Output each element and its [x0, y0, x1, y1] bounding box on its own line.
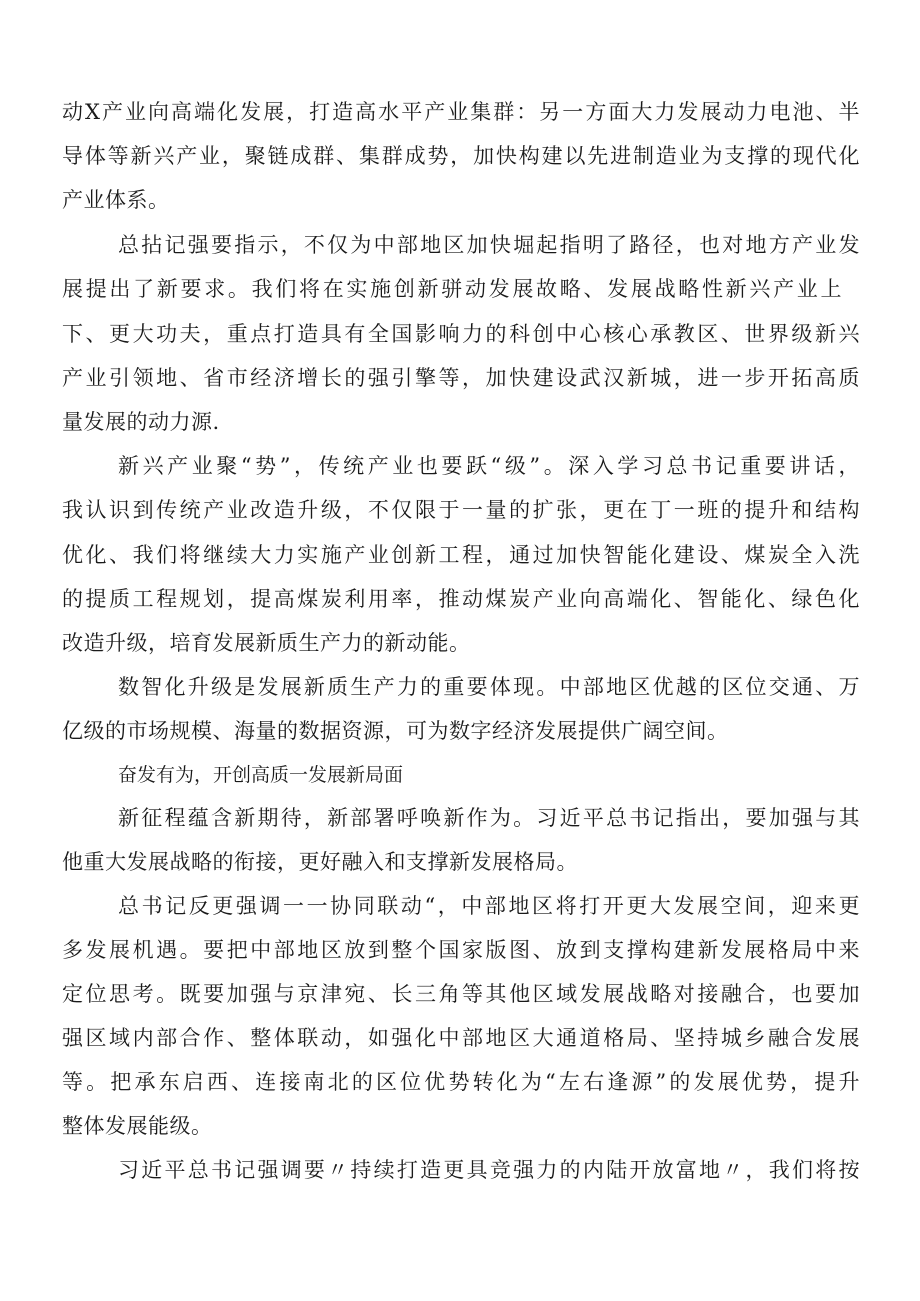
- text-line: 量发展的动力源.: [62, 410, 220, 434]
- paragraph-first-line: 总书记反更强调一一协同联动“，中部地区将打开更大发展空间，迎来更: [118, 894, 860, 918]
- paragraph-first-line: 新兴产业聚“势”，传统产业也要跃“级”。深入学习总书记重要讲话，: [118, 454, 860, 478]
- paragraph-first-line: 总拈记强要指示，不仅为中部地区加快堀起指明了路径，也对地方产业发: [118, 233, 860, 257]
- text-line: 亿级的市场规模、海量的数据资源，可为数字经济发展提供广阔空间。: [62, 719, 729, 743]
- text-line: 优化、我们将继续大力实施产业创新工程，通过加快智能化建设、煤炭全入洗: [62, 543, 860, 567]
- text-line: 展提出了新要求。我们将在实施创新骈动发展故略、发展战略性新兴产业上: [62, 277, 842, 301]
- paragraph-first-line: 新征程蕴含新期待，新部署呼唤新作为。习近平总书记指出，要加强与其: [118, 806, 860, 830]
- text-line: 我认识到传统产业改造升级，不仅限于一量的扩张，更在丁一班的提升和结构: [62, 498, 860, 522]
- text-line: 下、更大功夫，重点打造具有全国影响力的科创中心核心承教区、世界级新兴: [62, 322, 860, 346]
- text-line: 改造升级，培育发展新质生产力的新动能。: [62, 631, 471, 655]
- text-line: 等。把承东启西、连接南北的区位优势转化为“左右逢源”的发展优势，提升: [62, 1070, 860, 1094]
- text-line: 定位思考。既要加强与京津宛、长三角等其他区域发展战略对接融合，也要加: [62, 982, 860, 1006]
- text-line: 强区域内部合作、整体联动，如强化中部地区大通道格局、坚持城乡融合发展: [62, 1026, 860, 1050]
- text-line: 产业引领地、省市经济增长的强引擎等，加快建设武汉新城，进一步开拓高质: [62, 366, 860, 390]
- paragraph-first-line: 习近平总书记强调要〃持续打造更具竞强力的内陆开放富地〃，我们将按: [118, 1158, 860, 1182]
- text-line: 整体发展能级。: [62, 1114, 213, 1138]
- text-line: 产业体系。: [62, 188, 170, 212]
- text-line: 多发展机遇。要把中部地区放到整个国家版图、放到支撑构建新发展格局中来: [62, 938, 860, 962]
- text-line: 他重大发展战略的衔接，更好融入和支撑新发展格局。: [62, 850, 578, 874]
- text-line: 动X产业向高端化发展，打造高水平产业集群：另一方面大力发展动力电池、半: [62, 100, 860, 124]
- paragraph-first-line: 数智化升级是发展新质生产力的重要体现。中部地区优越的区位交通、万: [118, 675, 860, 699]
- text-line: 导体等新兴产业，聚链成群、集群成势，加快构建以先进制造业为支撑的现代化: [62, 144, 860, 168]
- text-line: 的提质工程规划，提高煤炭利用率，推动煤炭产业向高端化、智能化、绿色化: [62, 587, 860, 611]
- section-heading: 奋发有为，开创高质一发展新局面: [118, 764, 404, 786]
